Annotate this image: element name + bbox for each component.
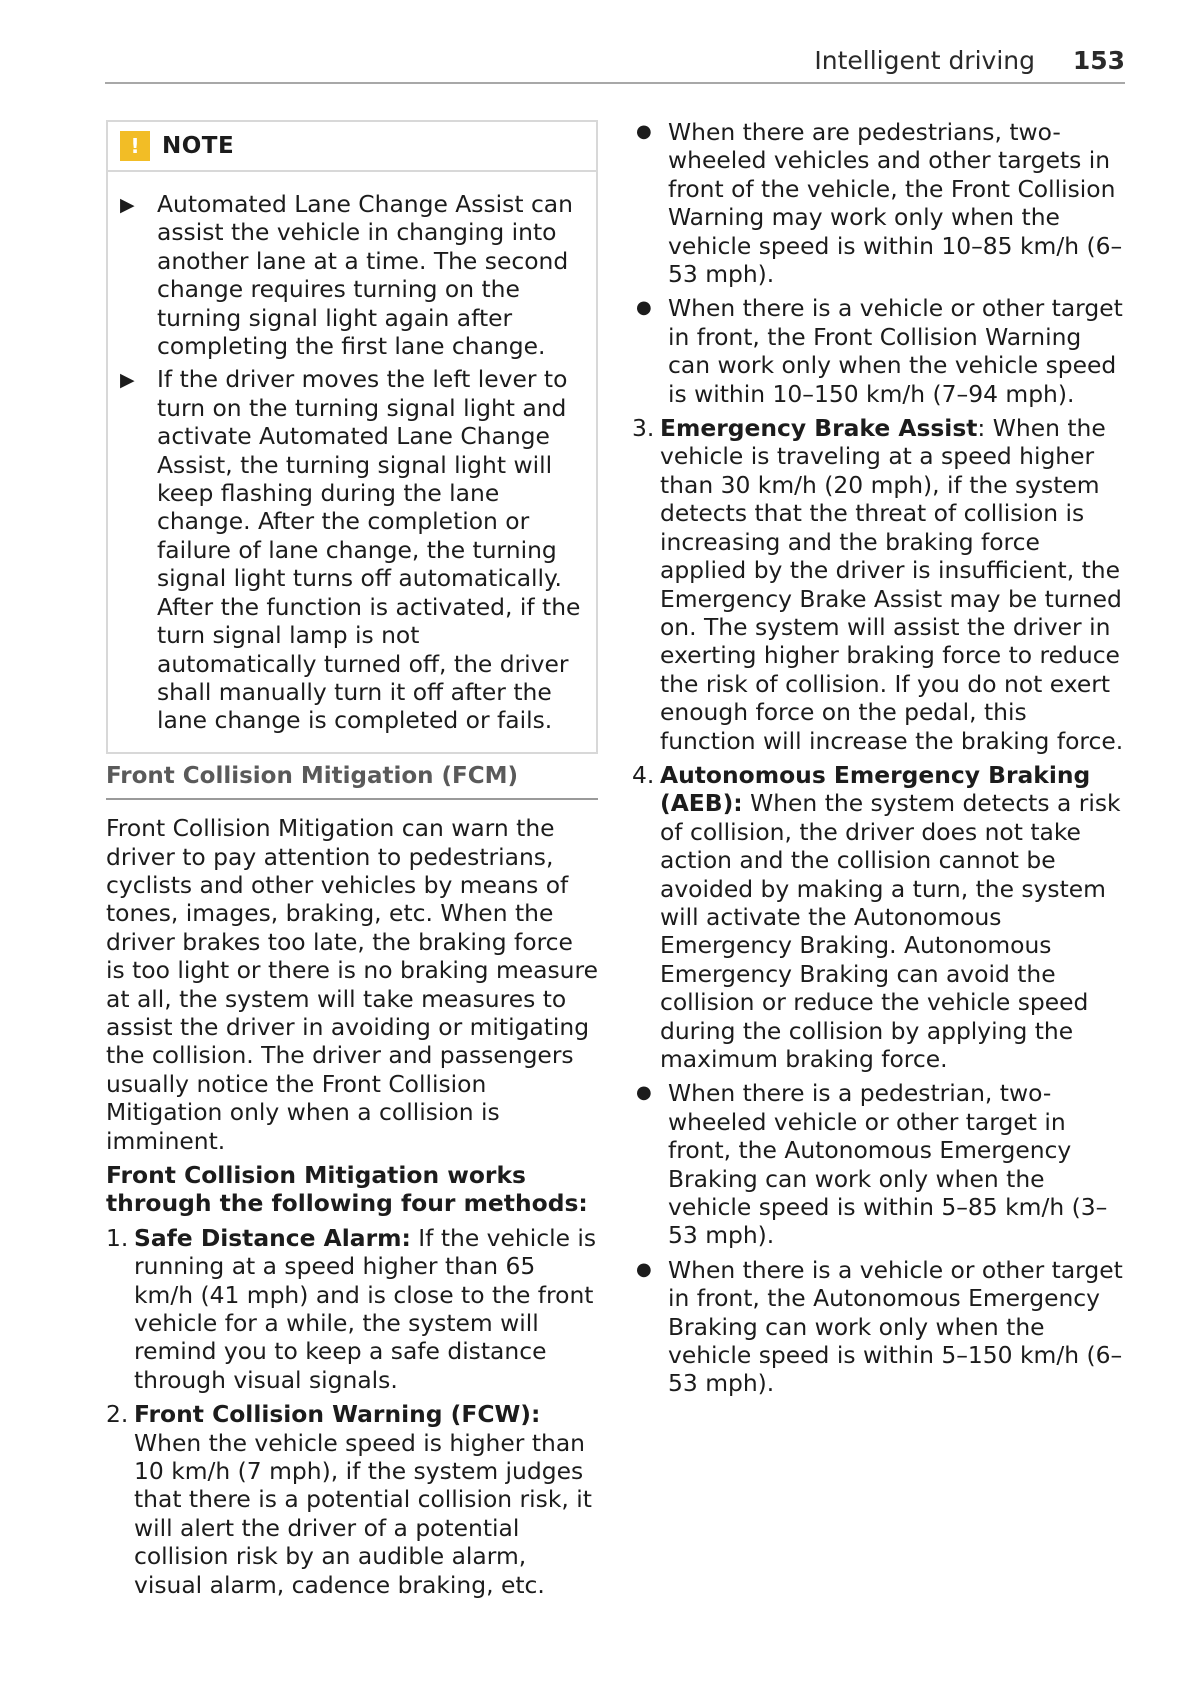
method-number: 2. xyxy=(106,1400,129,1429)
method-title: Autonomous Emergency Braking (AEB): xyxy=(660,760,1091,818)
method-number: 1. xyxy=(106,1223,129,1252)
bullet-item xyxy=(632,1256,1124,1398)
note-item-text: If the driver moves the left lever to turn on the turning signal light and activate Automated Lane Change Assist, the turning signal light will keep flashing during the lane change. After the completion or failure of lane change, the turning signal light turns off automatically. After the function is activated, if the turn signal lamp is not automatically turned off, the driver shall manually turn it off after the lane change is completed or fails. xyxy=(157,365,581,735)
triangle-bullet-icon: ▶ xyxy=(120,194,135,216)
bullet-dot-icon: ● xyxy=(636,1082,652,1104)
note-item xyxy=(120,190,586,360)
method-text: When the vehicle speed is higher than 10 km/h (7 mph), if the system judges that there is a potential collision risk, it will alert the driver of a potential collision risk by an audible alarm, visual alarm, cadence braking, etc. xyxy=(134,1428,592,1599)
bullet-text: When there are pedestrians, two-wheeled vehicles and other targets in front of the vehicle, the Front Collision Warning may work only when the vehicle speed is within 10–85 km/h (6–53 mph). xyxy=(668,118,1123,289)
bullet-dot-icon: ● xyxy=(636,1258,652,1280)
note-body xyxy=(108,172,596,752)
method-text: If the vehicle is running at a speed higher than 65 km/h (41 mph) and is close to the front vehicle for a while, the system will remind you to keep a safe distance through visual signals. xyxy=(134,1223,597,1394)
intro-paragraph: Front Collision Mitigation can warn the driver to pay attention to pedestrians, cyclists and other vehicles by means of tones, images, braking, etc. When the driver brakes too late, the braking force is too light or there is no braking measure at all, the system will take measures to assist the driver in avoiding or mitigating the collision. The driver and passengers usually notice the Front Collision Mitigation only when a collision is imminent. xyxy=(106,814,598,1155)
warning-icon: ! xyxy=(120,131,150,161)
bullet-dot-icon: ● xyxy=(636,121,652,142)
note-item xyxy=(120,365,586,734)
method-text: : When the vehicle is traveling at a speed higher than 30 km/h (20 mph), if the system detects that the threat of collision is increasing and the braking force applied by the driver is insufficient, the Emergency Brake Assist may be turned on. The system will assist the driver in exerting higher braking force to reduce the risk of collision. If you do not exert enough force on the pedal, this function will increase the braking force. xyxy=(660,414,1124,755)
page-header xyxy=(105,42,1125,84)
note-item-text: Automated Lane Change Assist can assist the vehicle in changing into another lane at a time. The second change requires turning on the turning signal light again after completing the first lane change. xyxy=(157,190,573,361)
method-number: 4. xyxy=(632,760,655,789)
method-title: Safe Distance Alarm: xyxy=(134,1223,411,1252)
method-title: Emergency Brake Assist xyxy=(660,414,978,443)
bullet-text: When there is a vehicle or other target in front, the Front Collision Warning can work only when the vehicle speed is within 10–150 km/h (7–94 mph). xyxy=(668,294,1123,408)
triangle-bullet-icon: ▶ xyxy=(120,369,135,392)
note-header xyxy=(108,122,596,172)
right-column xyxy=(632,118,1124,1404)
bullet-dot-icon: ● xyxy=(636,297,652,319)
method-title: Front Collision Warning (FCW): xyxy=(134,1400,541,1429)
method-item xyxy=(632,414,1124,755)
methods-heading: Front Collision Mitigation works through the following four methods: xyxy=(106,1161,588,1218)
left-column xyxy=(106,120,598,1599)
bullet-item xyxy=(632,294,1124,408)
note-box xyxy=(106,120,598,754)
method-number: 3. xyxy=(632,414,655,443)
section-heading: Front Collision Mitigation (FCM) xyxy=(106,762,598,800)
bullet-item xyxy=(632,1079,1124,1249)
method-item xyxy=(106,1400,598,1599)
bullet-text: When there is a vehicle or other target in front, the Autonomous Emergency Braking can work only when the vehicle speed is within 5–150 km/h (6–53 mph). xyxy=(668,1255,1123,1398)
page-number: 153 xyxy=(1072,46,1125,75)
bullet-text: When there is a pedestrian, two-wheeled vehicle or other target in front, the Autonomous Emergency Braking can work only when the vehicle speed is within 5–85 km/h (3–53 mph). xyxy=(668,1079,1108,1250)
header-section-title: Intelligent driving xyxy=(814,46,1035,75)
method-text: When the system detects a risk of collision, the driver does not take action and the collision cannot be avoided by making a turn, the system will activate the Autonomous Emergency Braking. Autonomous Emergency Braking can avoid the collision or reduce the vehicle speed during the collision by applying the maximum braking force. xyxy=(660,789,1121,1073)
note-title: NOTE xyxy=(162,132,235,159)
method-item xyxy=(106,1224,598,1394)
method-item xyxy=(632,761,1124,1073)
bullet-item xyxy=(632,118,1124,288)
